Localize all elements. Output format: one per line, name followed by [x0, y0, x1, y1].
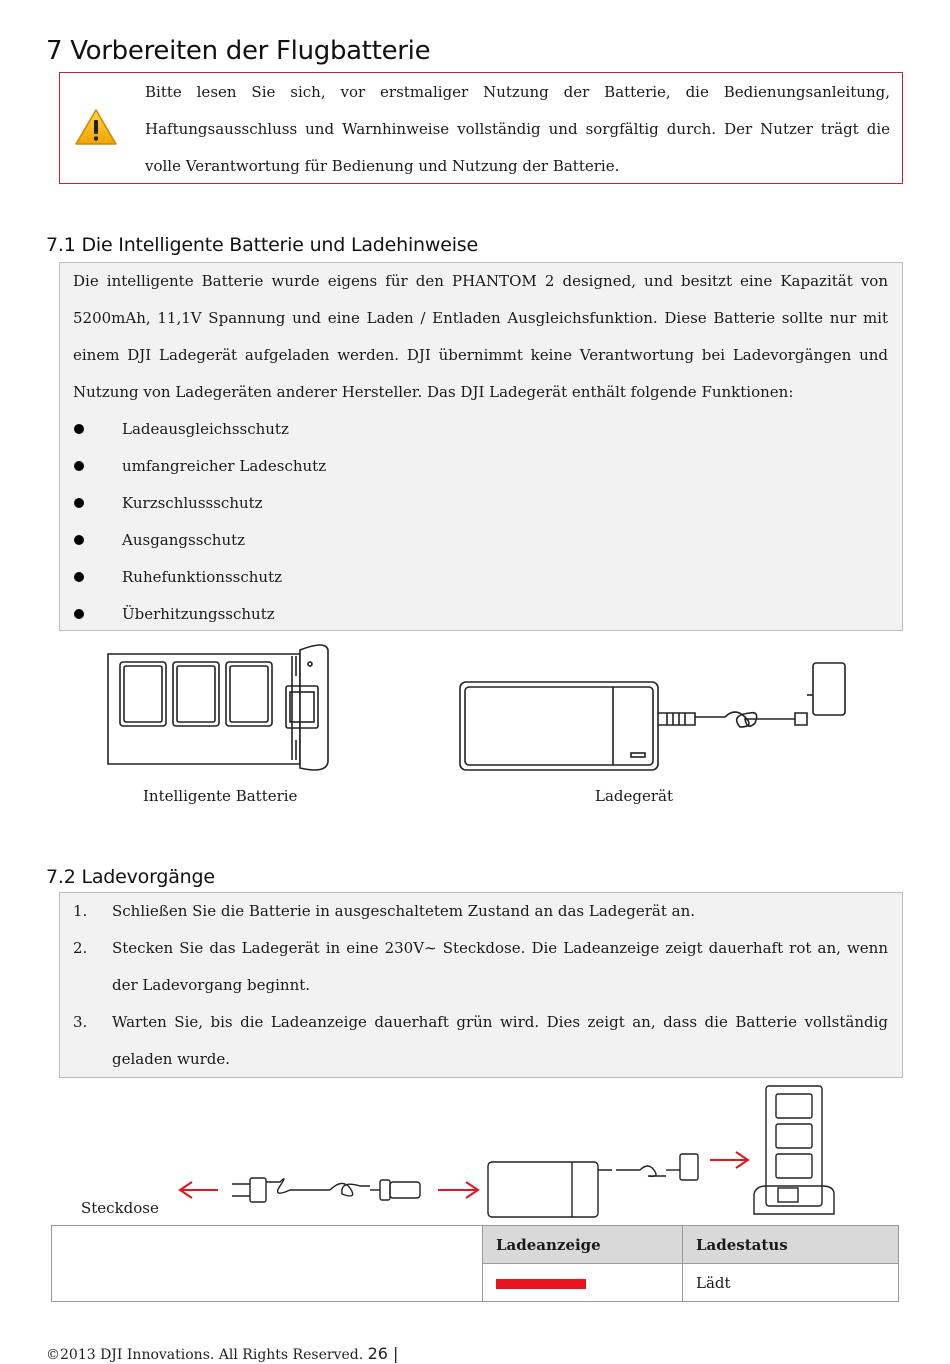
- warning-box: [59, 72, 903, 184]
- warning-triangle-icon: [74, 107, 118, 147]
- indicator-cell: [483, 1264, 683, 1302]
- battery-illustration: [100, 636, 335, 776]
- charging-diagram: [170, 1082, 840, 1222]
- page-number: 26 |: [367, 1344, 399, 1363]
- status-cell: Lädt: [683, 1264, 899, 1302]
- list-item: Ruhefunktionsschutz: [60, 559, 902, 596]
- power-cable-icon: [232, 1178, 420, 1202]
- bullet-icon: [74, 498, 84, 508]
- battery-description: Die intelligente Batterie wurde eigens für den PHANTOM 2 designed, und besitzt eine Kapazität von 5200mAh, 11,1V Spannung und eine Laden / Entladen Ausgleichsfunktion. Diese Batterie sollte nur mit einem DJI Ladegerät aufgeladen werden. DJI übernimmt keine Verantwortung bei Ladevorgängen und Nutzung von Ladegeräten anderer Hersteller. Das DJI Ladegerät enthält folgende Funktionen:: [73, 272, 888, 401]
- charging-steps-list: [60, 893, 902, 1078]
- list-item: 3. Warten Sie, bis die Ladeanzeige dauerhaft grün wird. Dies zeigt an, dass die Batterie vollständig geladen wurde.: [73, 1013, 888, 1068]
- page-footer: [46, 1344, 398, 1363]
- bullet-icon: [74, 461, 84, 471]
- list-item: Ladeausgleichsschutz: [60, 411, 902, 448]
- battery-info-box: [59, 262, 903, 631]
- list-item: Kurzschlussschutz: [60, 485, 902, 522]
- table-header-indicator: Ladeanzeige: [483, 1226, 683, 1264]
- arrow-right-icon: [438, 1182, 478, 1198]
- warning-text: Bitte lesen Sie sich, vor erstmaliger Nutzung der Batterie, die Bedienungsanleitung, Haftungsausschluss und Warnhinweise vollständig und sorgfältig durch. Der Nutzer trägt die volle Verantwortung für Bedienung und Nutzung der Batterie.: [145, 83, 890, 175]
- bullet-icon: [74, 609, 84, 619]
- charging-steps-box: [59, 892, 903, 1078]
- arrow-left-icon: [180, 1182, 218, 1198]
- page-title: 7 Vorbereiten der Flugbatterie: [46, 36, 431, 66]
- list-item: Ausgangsschutz: [60, 522, 902, 559]
- table-header-status: Ladestatus: [683, 1226, 899, 1264]
- list-item: umfangreicher Ladeschutz: [60, 448, 902, 485]
- socket-label: Steckdose: [81, 1199, 159, 1217]
- charger-functions-list: [60, 411, 902, 633]
- charging-status-table: [51, 1225, 899, 1302]
- list-item: 1. Schließen Sie die Batterie in ausgeschaltetem Zustand an das Ladegerät an.: [73, 902, 696, 920]
- red-indicator-bar: [496, 1279, 586, 1289]
- arrow-right-icon-2: [710, 1152, 748, 1168]
- list-item: 2. Stecken Sie das Ladegerät in eine 230V~ Steckdose. Die Ladeanzeige zeigt dauerhaft rot an, wenn der Ladevorgang beginnt.: [73, 939, 888, 994]
- charger-illustration: [455, 655, 855, 775]
- charger-caption: Ladegerät: [595, 787, 674, 805]
- table-empty-cell: [52, 1226, 483, 1302]
- section-heading-7-2: 7.2 Ladevorgänge: [46, 866, 215, 888]
- charger-icon: [488, 1154, 698, 1217]
- copyright-text: ©2013 DJI Innovations. All Rights Reserved.: [46, 1347, 364, 1363]
- table-header-row: [52, 1226, 899, 1264]
- section-heading-7-1: 7.1 Die Intelligente Batterie und Ladehinweise: [46, 234, 478, 256]
- battery-icon: [754, 1086, 834, 1214]
- bullet-icon: [74, 572, 84, 582]
- list-item: Überhitzungsschutz: [60, 596, 902, 633]
- bullet-icon: [74, 424, 84, 434]
- bullet-icon: [74, 535, 84, 545]
- battery-caption: Intelligente Batterie: [143, 787, 298, 805]
